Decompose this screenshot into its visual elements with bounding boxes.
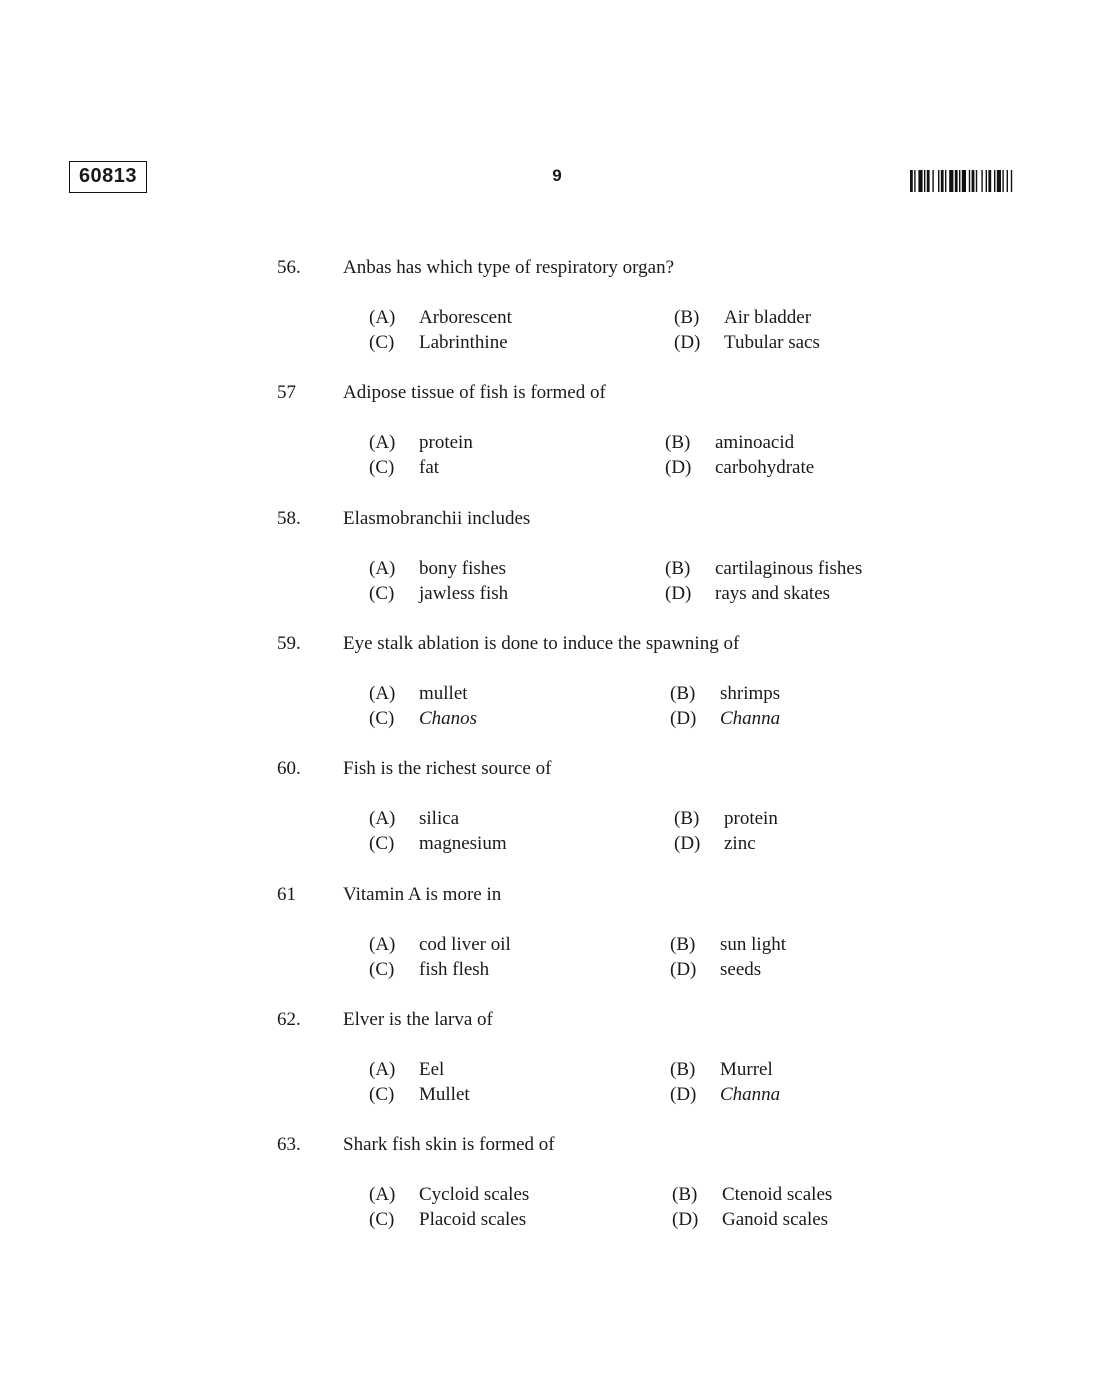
question-number: 59. bbox=[277, 633, 301, 654]
option-text: bony fishes bbox=[419, 558, 507, 579]
option-label: (D) bbox=[665, 457, 692, 478]
answer-option bbox=[369, 307, 512, 329]
option-label: (B) bbox=[672, 1184, 698, 1205]
answer-option bbox=[665, 558, 862, 580]
option-label: (C) bbox=[369, 1209, 395, 1230]
option-text: Mullet bbox=[419, 1084, 470, 1105]
answer-option bbox=[369, 1084, 470, 1106]
option-label: (C) bbox=[369, 833, 395, 854]
option-text: Placoid scales bbox=[419, 1209, 527, 1230]
option-label: (B) bbox=[665, 432, 691, 453]
option-text: fish flesh bbox=[419, 959, 490, 980]
answer-option bbox=[665, 457, 814, 479]
option-label: (B) bbox=[665, 558, 691, 579]
barcode-icon bbox=[910, 170, 1043, 192]
option-text: Chanos bbox=[419, 708, 478, 729]
option-label: (B) bbox=[674, 808, 700, 829]
question-text: Elasmobranchii includes bbox=[343, 508, 531, 529]
question-text: Vitamin A is more in bbox=[343, 884, 502, 905]
option-label: (A) bbox=[369, 307, 396, 328]
option-text: rays and skates bbox=[715, 583, 831, 604]
option-label: (C) bbox=[369, 332, 395, 353]
option-text: shrimps bbox=[720, 683, 781, 704]
question-text: Anbas has which type of respiratory organ? bbox=[343, 257, 674, 278]
question-number: 58. bbox=[277, 508, 301, 529]
answer-option bbox=[670, 708, 780, 730]
answer-option bbox=[674, 307, 811, 329]
answer-option bbox=[369, 583, 508, 605]
option-label: (B) bbox=[670, 1059, 696, 1080]
question-text: Eye stalk ablation is done to induce the spawning of bbox=[343, 633, 740, 654]
option-label: (D) bbox=[670, 1084, 697, 1105]
answer-option bbox=[369, 1209, 526, 1231]
option-text: mullet bbox=[419, 683, 468, 704]
option-label: (A) bbox=[369, 808, 396, 829]
answer-option bbox=[369, 332, 508, 354]
answer-option bbox=[665, 583, 830, 605]
option-text: Eel bbox=[419, 1059, 445, 1080]
option-text: Channa bbox=[720, 1084, 781, 1105]
option-text: carbohydrate bbox=[715, 457, 815, 478]
option-text: zinc bbox=[724, 833, 756, 854]
question-text: Adipose tissue of fish is formed of bbox=[343, 382, 606, 403]
question-number: 60. bbox=[277, 758, 301, 779]
option-label: (C) bbox=[369, 1084, 395, 1105]
option-text: Ctenoid scales bbox=[722, 1184, 833, 1205]
answer-option bbox=[369, 934, 511, 956]
option-label: (C) bbox=[369, 583, 395, 604]
option-text: fat bbox=[419, 457, 440, 478]
answer-option bbox=[674, 808, 778, 830]
answer-option bbox=[369, 959, 489, 981]
option-label: (D) bbox=[670, 959, 697, 980]
question-number: 61 bbox=[277, 884, 296, 905]
question-number: 62. bbox=[277, 1009, 301, 1030]
option-label: (D) bbox=[670, 708, 697, 729]
question-text: Fish is the richest source of bbox=[343, 758, 552, 779]
option-text: Murrel bbox=[720, 1059, 773, 1080]
answer-option bbox=[369, 833, 507, 855]
option-text: seeds bbox=[720, 959, 762, 980]
answer-option bbox=[369, 808, 459, 830]
option-text: protein bbox=[724, 808, 778, 829]
option-label: (B) bbox=[670, 934, 696, 955]
option-text: Channa bbox=[720, 708, 781, 729]
option-text: cartilaginous fishes bbox=[715, 558, 863, 579]
option-text: Arborescent bbox=[419, 307, 512, 328]
option-text: Labrinthine bbox=[419, 332, 508, 353]
option-label: (A) bbox=[369, 432, 396, 453]
option-text: aminoacid bbox=[715, 432, 795, 453]
answer-option bbox=[369, 457, 439, 479]
answer-option bbox=[369, 1184, 529, 1206]
option-text: Ganoid scales bbox=[722, 1209, 829, 1230]
option-text: Air bladder bbox=[724, 307, 812, 328]
answer-option bbox=[369, 708, 477, 730]
question-text: Elver is the larva of bbox=[343, 1009, 493, 1030]
answer-option bbox=[670, 683, 780, 705]
answer-option bbox=[674, 833, 756, 855]
option-label: (B) bbox=[674, 307, 700, 328]
answer-option bbox=[369, 1059, 444, 1081]
answer-option bbox=[369, 432, 473, 454]
answer-option bbox=[670, 934, 786, 956]
option-label: (C) bbox=[369, 959, 395, 980]
answer-option bbox=[670, 1084, 780, 1106]
answer-option bbox=[665, 432, 794, 454]
answer-option bbox=[672, 1184, 832, 1206]
answer-option bbox=[369, 558, 506, 580]
option-label: (D) bbox=[665, 583, 692, 604]
option-label: (C) bbox=[369, 708, 395, 729]
option-label: (A) bbox=[369, 1184, 396, 1205]
option-text: jawless fish bbox=[419, 583, 509, 604]
option-label: (A) bbox=[369, 683, 396, 704]
question-number: 56. bbox=[277, 257, 301, 278]
answer-option bbox=[369, 683, 468, 705]
answer-option bbox=[674, 332, 820, 354]
option-label: (D) bbox=[674, 332, 701, 353]
option-label: (B) bbox=[670, 683, 696, 704]
option-text: Cycloid scales bbox=[419, 1184, 530, 1205]
paper-code: 60813 bbox=[69, 161, 147, 193]
option-label: (D) bbox=[674, 833, 701, 854]
option-text: cod liver oil bbox=[419, 934, 511, 955]
answer-option bbox=[670, 1059, 773, 1081]
option-text: sun light bbox=[720, 934, 786, 955]
option-text: protein bbox=[419, 432, 473, 453]
answer-option bbox=[670, 959, 761, 981]
option-label: (A) bbox=[369, 934, 396, 955]
question-number: 63. bbox=[277, 1134, 301, 1155]
option-label: (A) bbox=[369, 558, 396, 579]
option-label: (A) bbox=[369, 1059, 396, 1080]
option-text: magnesium bbox=[419, 833, 507, 854]
option-text: Tubular sacs bbox=[724, 332, 820, 353]
option-label: (D) bbox=[672, 1209, 699, 1230]
answer-option bbox=[672, 1209, 828, 1231]
page-number: 9 bbox=[552, 166, 562, 185]
question-number: 57 bbox=[277, 382, 296, 403]
question-text: Shark fish skin is formed of bbox=[343, 1134, 555, 1155]
option-label: (C) bbox=[369, 457, 395, 478]
option-text: silica bbox=[419, 808, 460, 829]
